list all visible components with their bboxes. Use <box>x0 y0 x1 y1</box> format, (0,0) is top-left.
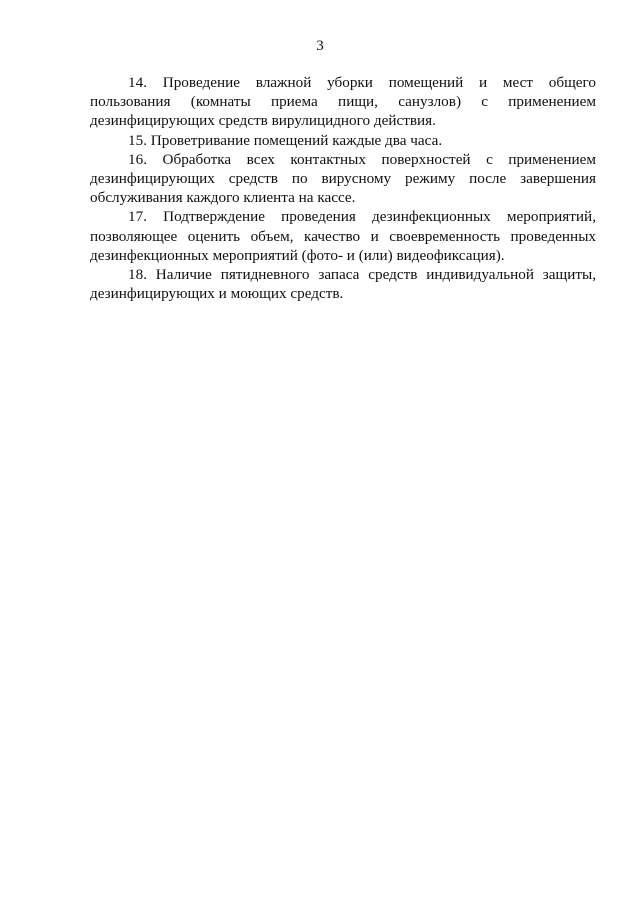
paragraph-15: 15. Проветривание помещений каждые два часа. <box>128 131 443 149</box>
paragraph-17: 17. Подтверждение проведения дезинфекционных мероприятий, позволяющее оценить объем, качество и своевременность проведенных дезинфекционных мероприятий (фото- и (или) видеофиксация). <box>90 208 596 264</box>
document-body <box>90 73 596 303</box>
paragraph-14: 14. Проведение влажной уборки помещений и мест общего пользования (комнаты приема пищи, санузлов) с применением дезинфицирующих средств вирулицидного действия. <box>90 74 596 130</box>
page-number: 3 <box>316 38 324 54</box>
paragraph-16: 16. Обработка всех контактных поверхностей с применением дезинфицирующих средств по вирусному режиму после завершения обслуживания каждого клиента на кассе. <box>90 150 596 207</box>
paragraph-18: 18. Наличие пятидневного запаса средств индивидуальной защиты, дезинфицирующих и моющих средств. <box>90 266 596 303</box>
